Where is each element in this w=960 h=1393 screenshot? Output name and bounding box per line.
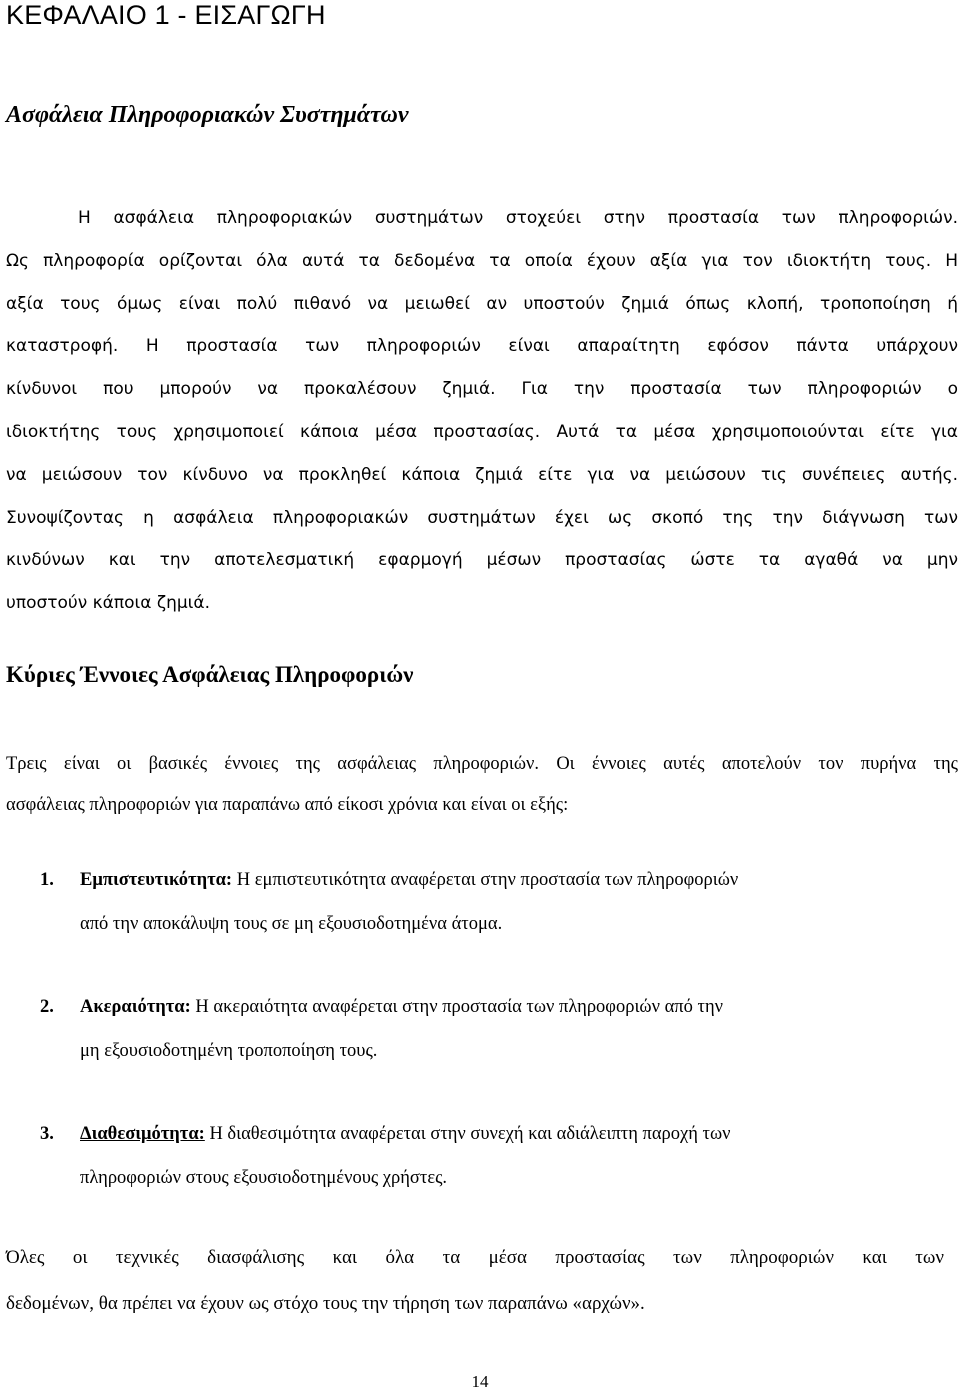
- concept-description: Η εμπιστευτικότητα αναφέρεται στην προστασία των πληροφοριών: [232, 870, 739, 890]
- paragraph-line: να μειώσουν τον κίνδυνο να προκληθεί κάποια ζημιά είτε για να μειώσουν τις συνέπειες αυτής.: [6, 464, 958, 485]
- concept-term: Ακεραιότητα:: [80, 997, 191, 1017]
- paragraph-line: ασφάλειας πληροφοριών για παραπάνω από είκοσι χρόνια και είναι οι εξής:: [6, 795, 569, 815]
- closing-paragraph: [6, 1235, 944, 1327]
- concept-body: [80, 985, 942, 1073]
- concept-number: 2.: [40, 997, 54, 1017]
- concept-description: Η διαθεσιμότητα αναφέρεται στην συνεχή και αδιάλειπτη παροχή των: [204, 1124, 731, 1144]
- paragraph-line: Η ασφάλεια πληροφοριακών συστημάτων στοχεύει στην προστασία των πληροφοριών.: [78, 208, 958, 228]
- concept-line: [80, 1112, 942, 1156]
- paragraph-line: Τρεις είναι οι βασικές έννοιες της ασφάλειας πληροφοριών. Οι έννοιες αυτές αποτελούν τον πυρήνα της: [6, 754, 958, 774]
- concept-body: [80, 858, 942, 946]
- concept-line: πληροφοριών στους εξουσιοδοτημένους χρήστες.: [80, 1168, 448, 1188]
- intro-paragraph: [6, 197, 958, 625]
- concept-line: μη εξουσιοδοτημένη τροποποίηση τους.: [80, 1041, 378, 1061]
- concept-number: 1.: [40, 870, 54, 890]
- section-title-information-systems-security: Ασφάλεια Πληροφοριακών Συστημάτων: [6, 102, 409, 128]
- concept-line: [80, 858, 942, 902]
- concept-description: Η ακεραιότητα αναφέρεται στην προστασία των πληροφοριών από την: [190, 997, 723, 1017]
- concept-body: [80, 1112, 942, 1200]
- paragraph-line: καταστροφή. Η προστασία των πληροφοριών είναι απαραίτητη εφόσον πάντα υπάρχουν: [6, 336, 958, 357]
- concept-line: [80, 985, 942, 1029]
- page-number: 14: [471, 1372, 489, 1391]
- concept-line: από την αποκάλυψη τους σε μη εξουσιοδοτημένα άτομα.: [80, 914, 503, 934]
- paragraph-line: Όλες οι τεχνικές διασφάλισης και όλα τα μέσα προστασίας των πληροφοριών και των: [6, 1247, 944, 1268]
- paragraph-line: Συνοψίζοντας η ασφάλεια πληροφοριακών συστημάτων έχει ως σκοπό της την διάγνωση των: [6, 507, 958, 528]
- concept-term: Εμπιστευτικότητα:: [80, 870, 233, 890]
- paragraph-line: κινδύνων και την αποτελεσματική εφαρμογή μέσων προστασίας ώστε τα αγαθά να μην: [6, 550, 958, 571]
- concept-number: 3.: [40, 1124, 54, 1144]
- section-title-key-concepts: Κύριες Έννοιες Ασφάλειας Πληροφοριών: [6, 662, 414, 687]
- paragraph-line: υποστούν κάποια ζημιά.: [6, 593, 211, 614]
- paragraph-line: αξία τους όμως είναι πολύ πιθανό να μειωθεί αν υποστούν ζημιά όπως κλοπή, τροποποίηση ή: [6, 293, 958, 314]
- chapter-title: ΚΕΦΑΛΑΙΟ 1 - ΕΙΣΑΓΩΓΗ: [6, 0, 326, 30]
- paragraph-line: ιδιοκτήτης τους χρησιμοποιεί κάποια μέσα προστασίας. Αυτά τα μέσα χρησιμοποιούνται είτε για: [6, 421, 958, 442]
- paragraph-line: Ως πληροφορία ορίζονται όλα αυτά τα δεδομένα τα οποία έχουν αξία για τον ιδιοκτήτη τους. Η: [6, 250, 958, 271]
- paragraph-line: κίνδυνοι που μπορούν να προκαλέσουν ζημιά. Για την προστασία των πληροφοριών ο: [6, 379, 958, 400]
- paragraph-line: δεδομένων, θα πρέπει να έχουν ως στόχο τους την τήρηση των παραπάνω «αρχών».: [6, 1293, 645, 1314]
- concepts-intro-paragraph: [6, 744, 958, 826]
- concept-term: Διαθεσιμότητα:: [80, 1124, 205, 1144]
